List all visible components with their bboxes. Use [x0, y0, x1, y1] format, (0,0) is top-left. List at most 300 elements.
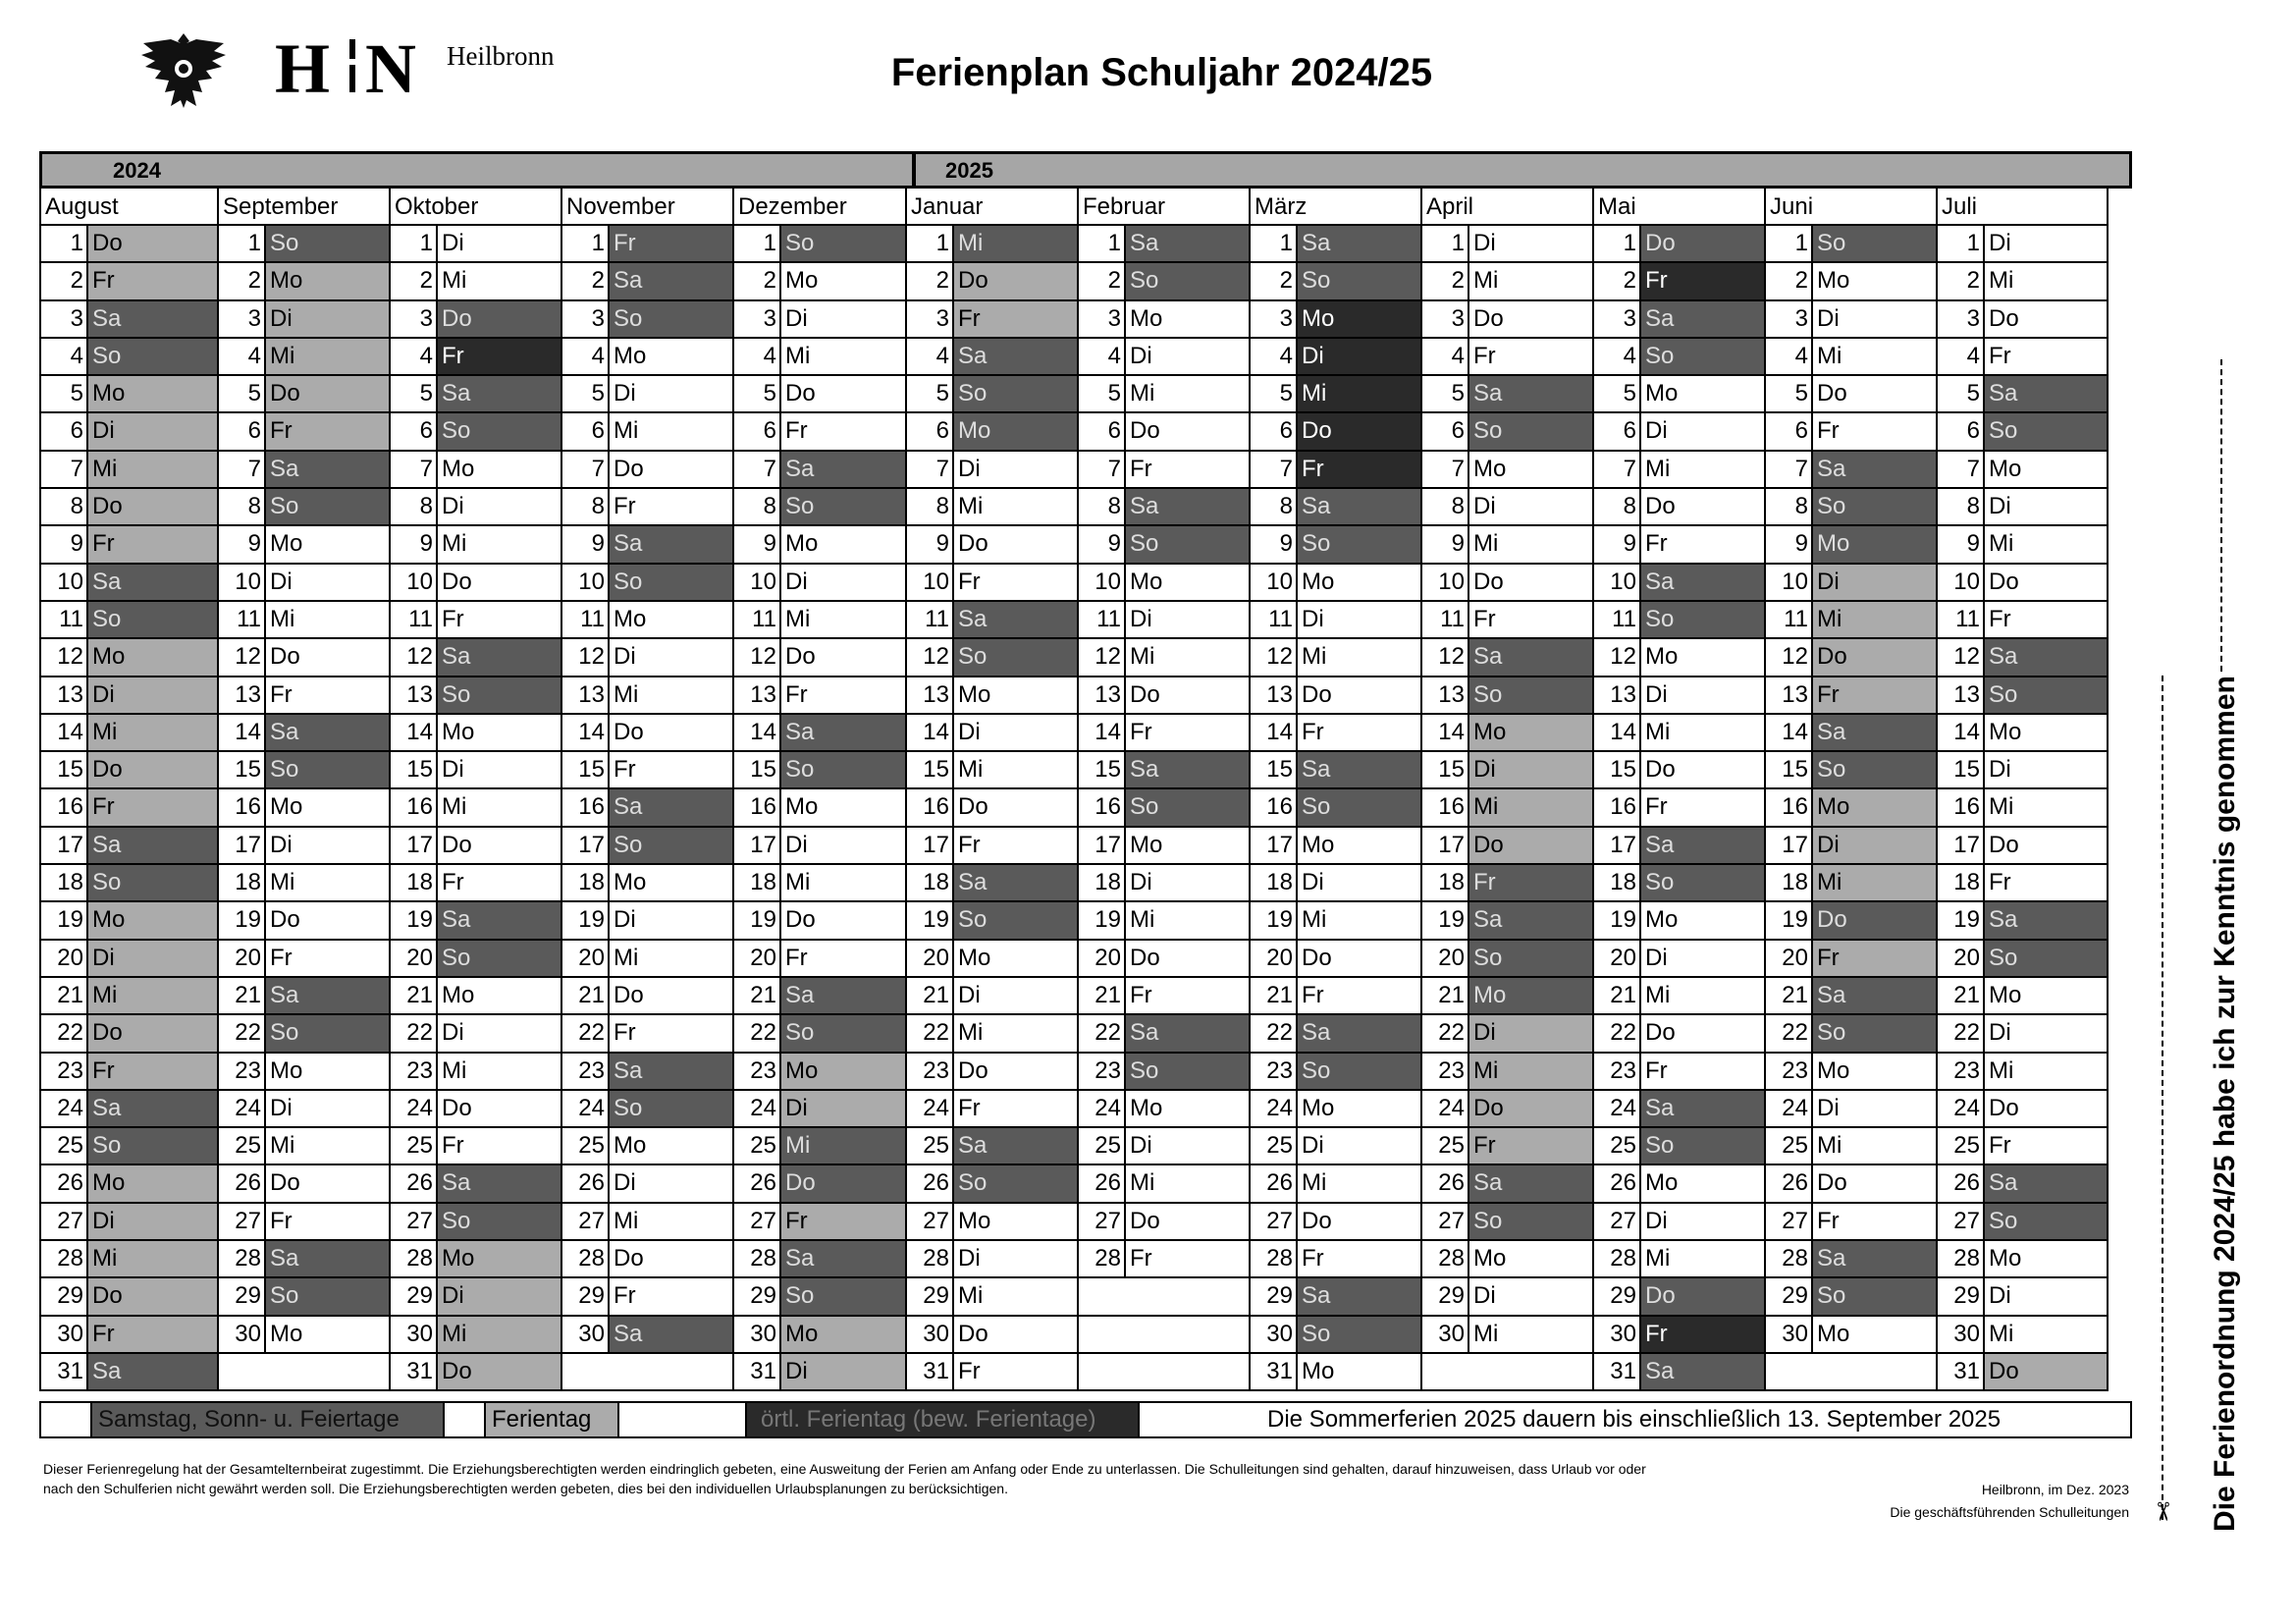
day-number: 20 [1766, 941, 1813, 976]
day-number: 7 [907, 452, 954, 487]
weekday-name: Di [1645, 417, 1668, 445]
day-number: 1 [41, 226, 88, 261]
day-row [39, 263, 219, 300]
day-row [905, 1165, 1079, 1203]
day-row [1077, 677, 1251, 715]
weekday-name: So [438, 677, 561, 713]
day-number: 1 [907, 226, 954, 261]
weekday-name: Di [614, 380, 636, 407]
weekday-name: Mo [88, 902, 217, 938]
day-number: 5 [907, 376, 954, 411]
day-row [1077, 1054, 1251, 1091]
day-number: 18 [1594, 865, 1641, 900]
day-number: 15 [41, 752, 88, 787]
day-row [732, 226, 907, 263]
legend-weekend: Samstag, Sonn- u. Feiertage [92, 1403, 443, 1436]
weekday-name: Sa [1641, 301, 1764, 337]
month-column [1077, 189, 1251, 1391]
month-name: Juli [1936, 189, 2109, 226]
weekday-name: Mi [785, 342, 811, 369]
day-row [905, 263, 1079, 300]
day-row [732, 1241, 907, 1278]
weekday-name: Mo [1989, 981, 2022, 1008]
day-number: 26 [219, 1165, 266, 1201]
weekday-name: Mo [958, 944, 991, 971]
day-row [39, 1015, 219, 1053]
day-row [1249, 1165, 1422, 1203]
day-row [1592, 715, 1766, 752]
day-number: 14 [41, 715, 88, 750]
weekday-name: Fr [1298, 452, 1420, 487]
weekday-name: So [1126, 789, 1249, 825]
day-row [1077, 1241, 1251, 1278]
day-row [1764, 978, 1938, 1015]
day-row [1249, 339, 1422, 376]
day-row [389, 1278, 562, 1316]
day-number: 26 [391, 1165, 438, 1201]
day-number: 18 [1938, 865, 1985, 900]
day-row [1764, 413, 1938, 451]
day-number: 25 [41, 1128, 88, 1164]
day-row [389, 789, 562, 827]
weekday-name: Di [270, 568, 293, 595]
day-number: 6 [1079, 413, 1126, 449]
weekday-name: Mi [1989, 1056, 2014, 1084]
scissors-icon: ✂ [2148, 1500, 2178, 1523]
day-row [732, 339, 907, 376]
day-number: 11 [1594, 602, 1641, 637]
day-number: 3 [1079, 301, 1126, 337]
day-number: 30 [1251, 1317, 1298, 1352]
weekday-name: Mi [1302, 906, 1327, 934]
day-row [732, 752, 907, 789]
day-number: 25 [219, 1128, 266, 1164]
page-title: Ferienplan Schuljahr 2024/25 [890, 51, 1433, 94]
weekday-name: Do [1813, 639, 1936, 675]
day-row [561, 1317, 734, 1354]
day-number: 21 [1251, 978, 1298, 1013]
day-number: 7 [1766, 452, 1813, 487]
weekday-name: Fr [954, 301, 1077, 337]
weekday-name: Mo [438, 1241, 561, 1276]
day-number: 12 [1594, 639, 1641, 675]
day-row [905, 677, 1079, 715]
weekday-name: Di [442, 493, 464, 520]
day-row [1420, 602, 1594, 639]
weekday-name: So [610, 828, 732, 863]
day-number: 2 [1938, 263, 1985, 298]
day-row [389, 902, 562, 940]
day-row [1936, 715, 2109, 752]
day-number: 27 [219, 1204, 266, 1239]
day-number: 27 [907, 1204, 954, 1239]
day-row [1420, 1354, 1594, 1391]
day-row [217, 602, 391, 639]
day-number: 1 [1079, 226, 1126, 261]
day-number: 17 [1594, 828, 1641, 863]
day-row [561, 789, 734, 827]
weekday-name: Mo [1817, 1320, 1850, 1347]
day-number: 26 [562, 1165, 610, 1201]
weekday-name: Sa [266, 452, 389, 487]
weekday-name: Sa [438, 902, 561, 938]
day-number: 26 [1594, 1165, 1641, 1201]
weekday-name: So [266, 226, 389, 261]
day-number: 7 [1938, 452, 1985, 487]
weekday-name: Sa [1813, 452, 1936, 487]
weekday-name: Do [1469, 828, 1592, 863]
day-row [1764, 263, 1938, 300]
day-row [732, 301, 907, 339]
weekday-name: Di [88, 413, 217, 449]
day-row [1249, 1241, 1422, 1278]
day-row [732, 526, 907, 564]
day-number: 10 [1766, 565, 1813, 600]
day-number: 19 [1594, 902, 1641, 938]
weekday-name: Mo [1817, 1056, 1850, 1084]
day-number: 6 [41, 413, 88, 449]
weekday-name: Sa [610, 789, 732, 825]
day-number: 20 [219, 941, 266, 976]
day-number: 27 [1594, 1204, 1641, 1239]
weekday-name: Mi [270, 1132, 295, 1160]
day-row [1077, 1354, 1251, 1391]
weekday-name: Sa [1985, 902, 2107, 938]
month-name: Februar [1077, 189, 1251, 226]
day-number: 10 [41, 565, 88, 600]
day-number: 5 [562, 376, 610, 411]
month-name: Dezember [732, 189, 907, 226]
weekday-name: Di [1989, 1282, 2011, 1310]
day-number: 29 [907, 1278, 954, 1314]
day-row [1077, 1204, 1251, 1241]
day-number: 19 [1251, 902, 1298, 938]
day-number: 13 [1251, 677, 1298, 713]
weekday-name: Do [614, 1245, 644, 1272]
day-number: 1 [734, 226, 781, 261]
day-row [561, 1091, 734, 1128]
day-number: 7 [41, 452, 88, 487]
day-row [1249, 639, 1422, 677]
weekday-name: Do [958, 793, 988, 821]
weekday-name: Mo [614, 869, 647, 896]
day-number: 9 [734, 526, 781, 562]
weekday-name: Fr [1469, 865, 1592, 900]
weekday-name: Di [1130, 1132, 1152, 1160]
weekday-name: Mi [1473, 1320, 1499, 1347]
day-number: 20 [41, 941, 88, 976]
weekday-name: Sa [1641, 1091, 1764, 1126]
day-number: 29 [562, 1278, 610, 1314]
day-number: 17 [1079, 828, 1126, 863]
day-number: 27 [734, 1204, 781, 1239]
day-number: 17 [1766, 828, 1813, 863]
day-row [732, 376, 907, 413]
day-row [1420, 1241, 1594, 1278]
weekday-name: Di [1989, 493, 2011, 520]
month-name: Oktober [389, 189, 562, 226]
weekday-name: Fr [958, 568, 981, 595]
day-number: 9 [1938, 526, 1985, 562]
weekday-name: Di [781, 1354, 905, 1389]
day-row [1077, 602, 1251, 639]
weekday-name: Sa [1126, 489, 1249, 524]
weekday-name: Fr [270, 680, 293, 708]
day-row [1764, 1015, 1938, 1053]
cut-line [2162, 676, 2165, 1520]
weekday-name: Mo [442, 455, 475, 482]
weekday-name: Do [270, 643, 300, 671]
day-row [561, 413, 734, 451]
day-number: 3 [1938, 301, 1985, 337]
day-number: 30 [562, 1317, 610, 1352]
year-header-2025: 2025 [913, 151, 2132, 189]
day-row [39, 677, 219, 715]
day-number: 19 [1422, 902, 1469, 938]
day-row [1077, 978, 1251, 1015]
weekday-name: Di [1989, 1019, 2011, 1047]
weekday-name: Sa [1469, 376, 1592, 411]
day-number: 15 [734, 752, 781, 787]
weekday-name: Sa [781, 715, 905, 750]
day-row [39, 828, 219, 865]
day-row [1249, 489, 1422, 526]
weekday-name: Di [442, 230, 464, 256]
weekday-name: Mi [1473, 530, 1499, 558]
weekday-name: Sa [954, 865, 1077, 900]
month-name: Mai [1592, 189, 1766, 226]
day-number: 1 [391, 226, 438, 261]
day-number [1079, 1317, 1126, 1352]
day-number: 8 [734, 489, 781, 524]
weekday-name: Do [1985, 1354, 2107, 1389]
day-number: 10 [391, 565, 438, 600]
day-row [732, 1128, 907, 1165]
weekday-name: Do [1473, 568, 1504, 595]
day-row [561, 526, 734, 564]
weekday-name: Mi [1130, 1169, 1155, 1197]
day-number: 14 [1594, 715, 1641, 750]
day-number: 12 [1938, 639, 1985, 675]
day-number: 18 [1422, 865, 1469, 900]
day-row [1936, 639, 2109, 677]
day-number: 20 [562, 941, 610, 976]
day-number: 30 [1766, 1317, 1813, 1352]
day-number: 19 [907, 902, 954, 938]
weekday-name: Sa [610, 526, 732, 562]
weekday-name: Fr [88, 526, 217, 562]
day-number: 9 [391, 526, 438, 562]
day-number: 5 [1251, 376, 1298, 411]
day-row [732, 715, 907, 752]
weekday-name: Sa [1298, 226, 1420, 261]
weekday-name: Do [1469, 1091, 1592, 1126]
day-number: 13 [1422, 677, 1469, 713]
day-row [1592, 301, 1766, 339]
day-row [561, 865, 734, 902]
day-number: 8 [1251, 489, 1298, 524]
weekday-name: Sa [266, 715, 389, 750]
day-row [905, 1091, 1079, 1128]
weekday-name: So [781, 1278, 905, 1314]
day-row [1249, 865, 1422, 902]
day-row [1936, 752, 2109, 789]
weekday-name: So [88, 865, 217, 900]
weekday-name: Mo [1645, 1169, 1679, 1197]
day-row [1764, 452, 1938, 489]
day-row [1249, 1128, 1422, 1165]
day-row [732, 639, 907, 677]
day-row [1936, 1204, 2109, 1241]
day-row [1077, 526, 1251, 564]
day-number: 13 [1766, 677, 1813, 713]
day-row [1592, 565, 1766, 602]
weekday-name: Mi [1989, 793, 2014, 821]
day-row [1420, 865, 1594, 902]
day-row [1249, 263, 1422, 300]
day-row [217, 1091, 391, 1128]
weekday-name: Di [614, 906, 636, 934]
weekday-name: Mo [1130, 568, 1163, 595]
day-number: 20 [1938, 941, 1985, 976]
weekday-name: Sa [438, 376, 561, 411]
day-number: 5 [219, 376, 266, 411]
weekday-name: Di [1817, 1094, 1840, 1121]
day-number: 21 [1766, 978, 1813, 1013]
weekday-name: Do [1813, 902, 1936, 938]
day-row [389, 226, 562, 263]
weekday-name [1126, 1317, 1249, 1352]
weekday-name: Di [614, 643, 636, 671]
weekday-name [1813, 1354, 1936, 1389]
day-number: 8 [1938, 489, 1985, 524]
weekday-name: Mo [270, 1320, 303, 1347]
day-number: 16 [219, 789, 266, 825]
day-row [217, 452, 391, 489]
day-row [561, 715, 734, 752]
day-row [1592, 1241, 1766, 1278]
weekday-name: So [1813, 489, 1936, 524]
day-row [905, 1278, 1079, 1316]
day-row [1764, 789, 1938, 827]
day-row [1764, 1278, 1938, 1316]
day-number: 28 [41, 1241, 88, 1276]
day-number: 16 [562, 789, 610, 825]
weekday-name: Fr [614, 1019, 636, 1047]
day-row [1936, 565, 2109, 602]
weekday-name: Di [1469, 752, 1592, 787]
day-row [905, 1317, 1079, 1354]
legend-gap [617, 1403, 747, 1436]
day-row [1249, 828, 1422, 865]
weekday-name: Mi [1302, 1169, 1327, 1197]
day-number: 9 [907, 526, 954, 562]
day-number: 17 [1938, 828, 1985, 863]
day-row [905, 489, 1079, 526]
day-number: 31 [1594, 1354, 1641, 1389]
day-number: 26 [1766, 1165, 1813, 1201]
day-row [905, 452, 1079, 489]
weekday-name: Mo [270, 793, 303, 821]
weekday-name: Sa [1813, 978, 1936, 1013]
weekday-name: Fr [614, 493, 636, 520]
day-number: 28 [391, 1241, 438, 1276]
day-number: 20 [391, 941, 438, 976]
day-row [389, 339, 562, 376]
month-column [732, 189, 907, 1391]
day-number [1766, 1354, 1813, 1389]
day-row [1592, 677, 1766, 715]
day-number: 1 [1251, 226, 1298, 261]
weekday-name: Fr [88, 263, 217, 298]
day-row [905, 1204, 1079, 1241]
day-number: 2 [1079, 263, 1126, 298]
weekday-name: Di [1130, 605, 1152, 632]
day-row [389, 413, 562, 451]
day-number: 5 [1938, 376, 1985, 411]
day-row [1420, 1128, 1594, 1165]
weekday-name: Di [1473, 493, 1496, 520]
day-number: 14 [1938, 715, 1985, 750]
day-number: 29 [734, 1278, 781, 1314]
day-number: 17 [391, 828, 438, 863]
day-number: 3 [907, 301, 954, 337]
day-number: 31 [1251, 1354, 1298, 1389]
day-row [389, 376, 562, 413]
day-number: 21 [734, 978, 781, 1013]
day-row [1936, 1128, 2109, 1165]
day-number: 4 [1938, 339, 1985, 374]
day-number: 12 [562, 639, 610, 675]
footnote-line: nach den Schulferien nicht gewährt werden soll. Die Erziehungsberechtigten werden gebeten, dies bei den individuellen Urlaubsplanungen zu berücksichtigen. [43, 1481, 1008, 1496]
day-row [217, 677, 391, 715]
day-number: 13 [219, 677, 266, 713]
month-name: November [561, 189, 734, 226]
day-row [905, 941, 1079, 978]
weekday-name: Do [1298, 413, 1420, 449]
day-number: 8 [907, 489, 954, 524]
weekday-name: Mo [1645, 380, 1679, 407]
day-row [1420, 489, 1594, 526]
day-number: 14 [562, 715, 610, 750]
month-column [389, 189, 562, 1391]
day-row [217, 489, 391, 526]
weekday-name: Mo [266, 263, 389, 298]
day-row [1936, 789, 2109, 827]
day-number: 15 [1594, 752, 1641, 787]
day-number: 31 [391, 1354, 438, 1389]
weekday-name: Fr [1989, 869, 2011, 896]
day-number: 18 [1251, 865, 1298, 900]
weekday-name: Mi [442, 530, 467, 558]
day-row [1077, 565, 1251, 602]
day-row [217, 902, 391, 940]
day-row [1936, 1241, 2109, 1278]
day-number: 19 [41, 902, 88, 938]
weekday-name: Mi [1130, 643, 1155, 671]
weekday-name: Di [1817, 304, 1840, 332]
weekday-name [1126, 1278, 1249, 1314]
day-number: 4 [734, 339, 781, 374]
day-row [217, 715, 391, 752]
day-row [732, 1317, 907, 1354]
day-row [1764, 376, 1938, 413]
weekday-name: Do [958, 1320, 988, 1347]
weekday-name: Di [1302, 1132, 1324, 1160]
footnote-line: Dieser Ferienregelung hat der Gesamtelternbeirat zugestimmt. Die Erziehungsberechtigten werden eindringlich gebeten, eine Ausweitung der Ferien am Anfang oder Ende zu unterlassen. Die Schulleitungen sind gehalten, darauf hinzuweisen, dass Urlaub vor oder [43, 1461, 1646, 1477]
legend-gap [443, 1403, 486, 1436]
weekday-name: Mo [1302, 831, 1335, 858]
